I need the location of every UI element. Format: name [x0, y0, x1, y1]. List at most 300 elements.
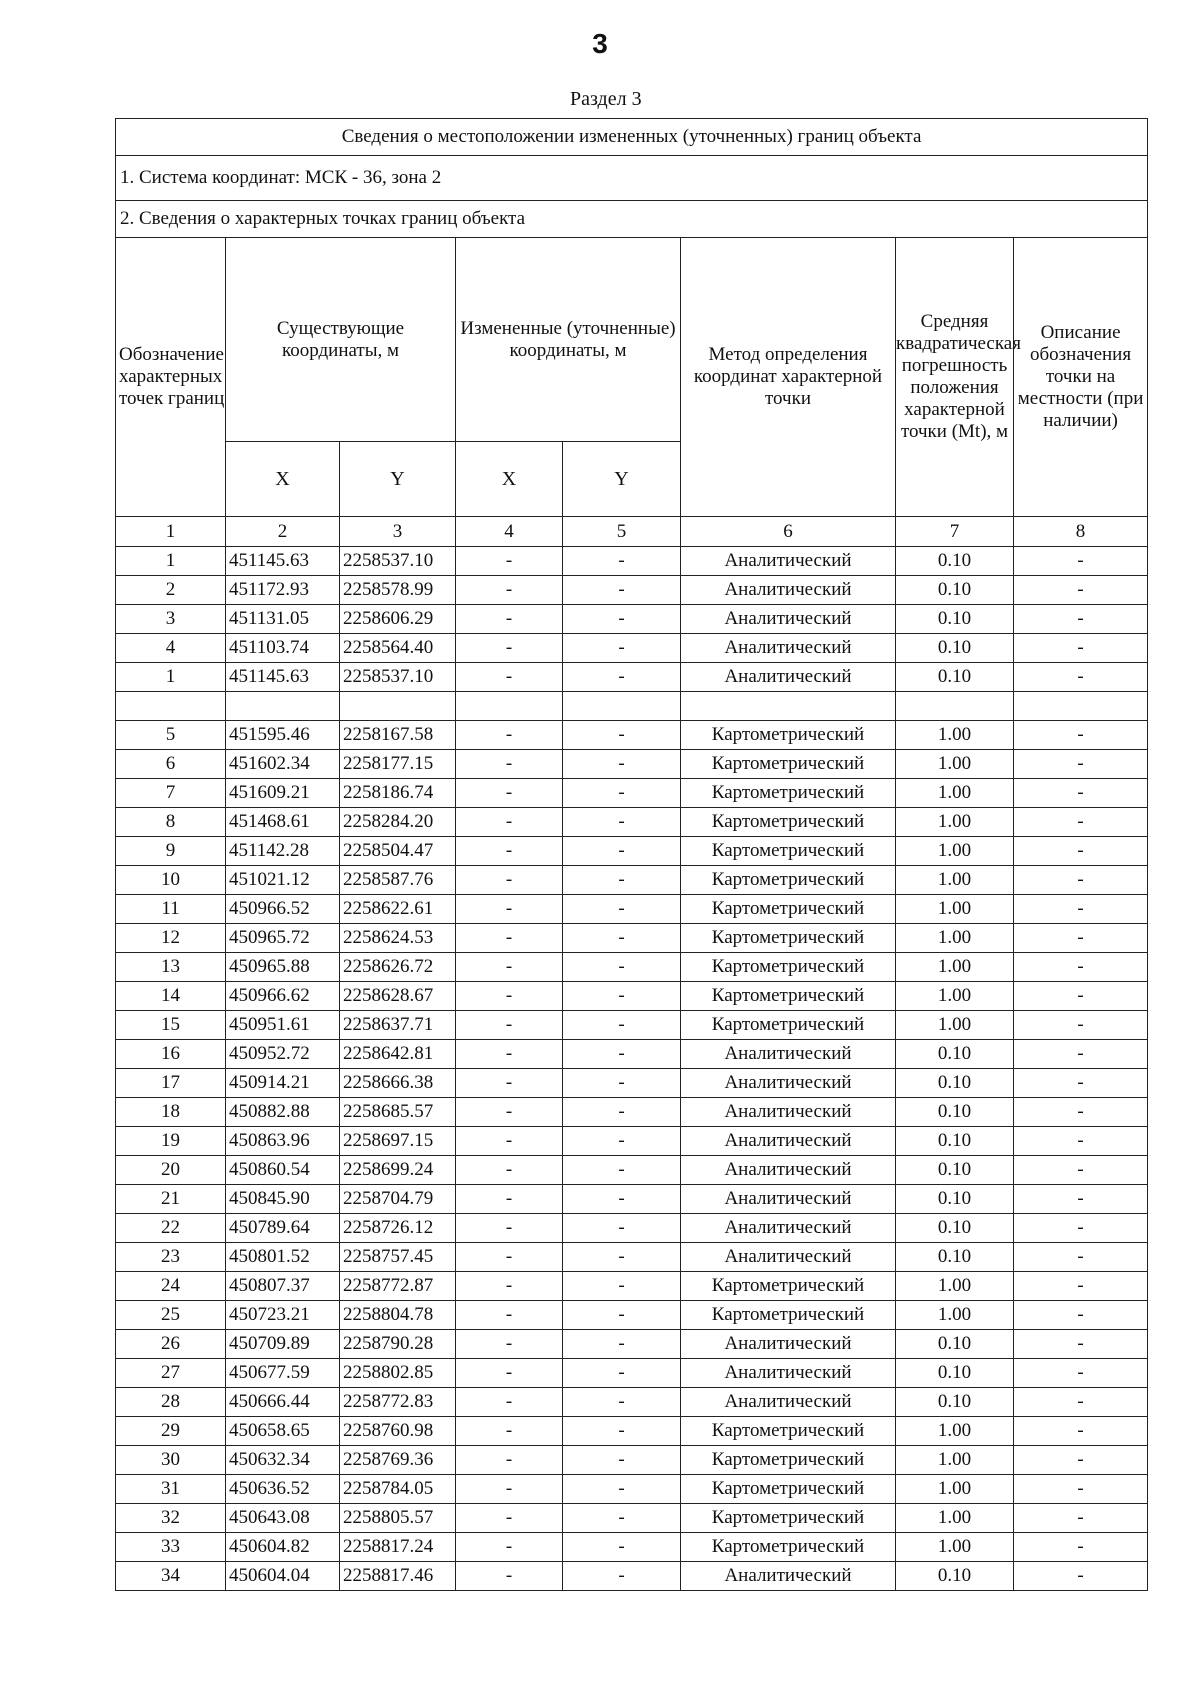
cell-changed-x: -	[456, 1243, 563, 1272]
cell-method: Картометрический	[681, 1272, 896, 1301]
cell-description: -	[1014, 1330, 1148, 1359]
cell-error-mt: 0.10	[896, 1185, 1014, 1214]
cell-method: Картометрический	[681, 895, 896, 924]
cell-point-id: 30	[116, 1446, 226, 1475]
cell-changed-x: -	[456, 605, 563, 634]
cell-existing-x: 450965.72	[226, 924, 340, 953]
table-row	[116, 1475, 1148, 1504]
table-row	[116, 1562, 1148, 1591]
cell-description: -	[1014, 1475, 1148, 1504]
cell-point-id: 34	[116, 1562, 226, 1591]
cell-changed-x: -	[456, 1185, 563, 1214]
cell-point-id: 4	[116, 634, 226, 663]
cell-description: -	[1014, 1156, 1148, 1185]
cell-error-mt	[896, 692, 1014, 721]
cell-changed-y: -	[563, 1562, 681, 1591]
cell-existing-x: 450952.72	[226, 1040, 340, 1069]
table-row	[116, 692, 1148, 721]
cell-point-id: 6	[116, 750, 226, 779]
cell-error-mt: 1.00	[896, 1504, 1014, 1533]
cell-description: -	[1014, 895, 1148, 924]
cell-changed-y: -	[563, 1475, 681, 1504]
cell-description: -	[1014, 605, 1148, 634]
column-number: 6	[681, 517, 896, 547]
cell-changed-x: -	[456, 1475, 563, 1504]
cell-method: Картометрический	[681, 808, 896, 837]
cell-existing-y: 2258772.87	[340, 1272, 456, 1301]
cell-method: Аналитический	[681, 663, 896, 692]
cell-changed-x: -	[456, 953, 563, 982]
cell-changed-y: -	[563, 1243, 681, 1272]
cell-error-mt: 0.10	[896, 1330, 1014, 1359]
cell-description: -	[1014, 1243, 1148, 1272]
table-row	[116, 1214, 1148, 1243]
table-row	[116, 1156, 1148, 1185]
cell-description: -	[1014, 576, 1148, 605]
cell-point-id: 9	[116, 837, 226, 866]
cell-description	[1014, 692, 1148, 721]
cell-error-mt: 1.00	[896, 808, 1014, 837]
table-row	[116, 576, 1148, 605]
cell-point-id: 32	[116, 1504, 226, 1533]
cell-existing-x: 451131.05	[226, 605, 340, 634]
cell-description: -	[1014, 1562, 1148, 1591]
cell-method: Аналитический	[681, 1040, 896, 1069]
cell-description: -	[1014, 1359, 1148, 1388]
cell-changed-x: -	[456, 1446, 563, 1475]
cell-description: -	[1014, 982, 1148, 1011]
cell-existing-y: 2258697.15	[340, 1127, 456, 1156]
cell-method: Аналитический	[681, 1330, 896, 1359]
cell-description: -	[1014, 663, 1148, 692]
cell-method: Аналитический	[681, 1156, 896, 1185]
cell-description: -	[1014, 634, 1148, 663]
cell-changed-y: -	[563, 895, 681, 924]
section-label: Раздел 3	[570, 88, 642, 110]
cell-existing-x: 450863.96	[226, 1127, 340, 1156]
cell-changed-x: -	[456, 837, 563, 866]
cell-changed-y: -	[563, 1533, 681, 1562]
cell-changed-x: -	[456, 1127, 563, 1156]
cell-changed-y: -	[563, 1388, 681, 1417]
cell-existing-y: 2258587.76	[340, 866, 456, 895]
cell-description: -	[1014, 1214, 1148, 1243]
cell-error-mt: 0.10	[896, 605, 1014, 634]
table-row	[116, 1533, 1148, 1562]
header-existing-coordinates: Существующие координаты, м	[226, 238, 456, 442]
cell-changed-x: -	[456, 1301, 563, 1330]
cell-existing-y: 2258578.99	[340, 576, 456, 605]
table-row	[116, 605, 1148, 634]
cell-point-id: 29	[116, 1417, 226, 1446]
cell-existing-y: 2258537.10	[340, 547, 456, 576]
cell-changed-y: -	[563, 1040, 681, 1069]
cell-point-id: 17	[116, 1069, 226, 1098]
cell-changed-x: -	[456, 1388, 563, 1417]
cell-description: -	[1014, 779, 1148, 808]
cell-existing-y: 2258177.15	[340, 750, 456, 779]
table-row	[116, 1185, 1148, 1214]
cell-description: -	[1014, 1098, 1148, 1127]
cell-existing-y: 2258628.67	[340, 982, 456, 1011]
cell-error-mt: 0.10	[896, 1156, 1014, 1185]
column-number: 4	[456, 517, 563, 547]
cell-description: -	[1014, 866, 1148, 895]
cell-existing-x: 450604.82	[226, 1533, 340, 1562]
cell-existing-x: 450604.04	[226, 1562, 340, 1591]
cell-error-mt: 0.10	[896, 1069, 1014, 1098]
cell-method: Картометрический	[681, 721, 896, 750]
cell-point-id: 3	[116, 605, 226, 634]
cell-existing-y: 2258802.85	[340, 1359, 456, 1388]
cell-point-id: 28	[116, 1388, 226, 1417]
cell-existing-y: 2258284.20	[340, 808, 456, 837]
cell-point-id: 1	[116, 663, 226, 692]
cell-point-id: 5	[116, 721, 226, 750]
cell-point-id: 15	[116, 1011, 226, 1040]
cell-changed-y: -	[563, 1272, 681, 1301]
cell-existing-x: 450966.52	[226, 895, 340, 924]
cell-changed-y: -	[563, 1504, 681, 1533]
cell-changed-y: -	[563, 1417, 681, 1446]
cell-changed-y: -	[563, 1359, 681, 1388]
cell-changed-y: -	[563, 1069, 681, 1098]
cell-existing-x: 451172.93	[226, 576, 340, 605]
cell-point-id: 24	[116, 1272, 226, 1301]
cell-changed-y: -	[563, 837, 681, 866]
cell-changed-x: -	[456, 1214, 563, 1243]
cell-point-id: 20	[116, 1156, 226, 1185]
cell-existing-x: 450677.59	[226, 1359, 340, 1388]
cell-method: Аналитический	[681, 1098, 896, 1127]
cell-point-id: 1	[116, 547, 226, 576]
cell-existing-x: 450801.52	[226, 1243, 340, 1272]
table-row	[116, 1127, 1148, 1156]
cell-point-id: 7	[116, 779, 226, 808]
cell-method: Картометрический	[681, 866, 896, 895]
cell-changed-x: -	[456, 1069, 563, 1098]
cell-description: -	[1014, 1040, 1148, 1069]
cell-changed-x: -	[456, 1533, 563, 1562]
table-row	[116, 866, 1148, 895]
cell-changed-x: -	[456, 1156, 563, 1185]
table-row	[116, 721, 1148, 750]
cell-description: -	[1014, 1272, 1148, 1301]
cell-changed-x: -	[456, 1098, 563, 1127]
header-method: Метод определения координат характерной точки	[681, 238, 896, 517]
cell-description: -	[1014, 1301, 1148, 1330]
table-row	[116, 1243, 1148, 1272]
table-row	[116, 895, 1148, 924]
cell-method: Аналитический	[681, 1214, 896, 1243]
cell-method: Картометрический	[681, 1475, 896, 1504]
header-description: Описание обозначения точки на местности (при наличии)	[1014, 238, 1148, 517]
table-row	[116, 1330, 1148, 1359]
cell-error-mt: 1.00	[896, 750, 1014, 779]
cell-method: Картометрический	[681, 837, 896, 866]
header-changed-x: X	[456, 442, 563, 517]
cell-changed-y: -	[563, 721, 681, 750]
cell-existing-y: 2258167.58	[340, 721, 456, 750]
cell-existing-y: 2258784.05	[340, 1475, 456, 1504]
cell-description: -	[1014, 1185, 1148, 1214]
cell-existing-y: 2258606.29	[340, 605, 456, 634]
cell-point-id: 21	[116, 1185, 226, 1214]
header-designation: Обозначение характерных точек границ	[116, 238, 226, 517]
cell-existing-y	[340, 692, 456, 721]
cell-existing-x: 450845.90	[226, 1185, 340, 1214]
cell-method: Картометрический	[681, 779, 896, 808]
cell-changed-y: -	[563, 663, 681, 692]
cell-changed-x: -	[456, 1040, 563, 1069]
cell-existing-y: 2258790.28	[340, 1330, 456, 1359]
table-row	[116, 1272, 1148, 1301]
cell-description: -	[1014, 837, 1148, 866]
cell-error-mt: 0.10	[896, 1243, 1014, 1272]
cell-existing-y: 2258772.83	[340, 1388, 456, 1417]
cell-changed-y: -	[563, 750, 681, 779]
cell-point-id: 2	[116, 576, 226, 605]
cell-existing-x: 450882.88	[226, 1098, 340, 1127]
cell-existing-y: 2258769.36	[340, 1446, 456, 1475]
cell-existing-y: 2258817.24	[340, 1533, 456, 1562]
cell-existing-x: 450643.08	[226, 1504, 340, 1533]
cell-error-mt: 1.00	[896, 1475, 1014, 1504]
cell-description: -	[1014, 1388, 1148, 1417]
cell-error-mt: 0.10	[896, 1127, 1014, 1156]
cell-point-id: 27	[116, 1359, 226, 1388]
cell-existing-y: 2258642.81	[340, 1040, 456, 1069]
cell-existing-x: 450951.61	[226, 1011, 340, 1040]
cell-error-mt: 1.00	[896, 895, 1014, 924]
cell-existing-x: 451602.34	[226, 750, 340, 779]
cell-error-mt: 0.10	[896, 1040, 1014, 1069]
cell-method: Картометрический	[681, 953, 896, 982]
cell-method: Картометрический	[681, 1417, 896, 1446]
cell-changed-x: -	[456, 1504, 563, 1533]
cell-description: -	[1014, 953, 1148, 982]
cell-error-mt: 0.10	[896, 547, 1014, 576]
table-row	[116, 1417, 1148, 1446]
cell-existing-x: 450632.34	[226, 1446, 340, 1475]
cell-existing-y: 2258624.53	[340, 924, 456, 953]
cell-changed-x: -	[456, 547, 563, 576]
cell-method: Аналитический	[681, 547, 896, 576]
cell-method: Картометрический	[681, 982, 896, 1011]
cell-method: Картометрический	[681, 1504, 896, 1533]
cell-error-mt: 1.00	[896, 779, 1014, 808]
column-number: 7	[896, 517, 1014, 547]
cell-changed-x: -	[456, 1272, 563, 1301]
cell-description: -	[1014, 547, 1148, 576]
table-row	[116, 750, 1148, 779]
cell-point-id: 25	[116, 1301, 226, 1330]
cell-changed-x: -	[456, 895, 563, 924]
cell-error-mt: 1.00	[896, 982, 1014, 1011]
table-row	[116, 1040, 1148, 1069]
cell-description: -	[1014, 1127, 1148, 1156]
cell-changed-x: -	[456, 1330, 563, 1359]
cell-point-id: 10	[116, 866, 226, 895]
cell-method: Аналитический	[681, 634, 896, 663]
cell-existing-y: 2258685.57	[340, 1098, 456, 1127]
cell-method: Аналитический	[681, 1359, 896, 1388]
cell-changed-y: -	[563, 924, 681, 953]
cell-method: Картометрический	[681, 1533, 896, 1562]
table-row	[116, 1069, 1148, 1098]
cell-existing-x: 451142.28	[226, 837, 340, 866]
table-row	[116, 982, 1148, 1011]
cell-changed-y: -	[563, 1214, 681, 1243]
cell-point-id: 8	[116, 808, 226, 837]
cell-point-id: 13	[116, 953, 226, 982]
cell-existing-y: 2258504.47	[340, 837, 456, 866]
cell-error-mt: 1.00	[896, 1446, 1014, 1475]
header-existing-y: Y	[340, 442, 456, 517]
cell-changed-x: -	[456, 982, 563, 1011]
cell-changed-y: -	[563, 1301, 681, 1330]
cell-error-mt: 0.10	[896, 663, 1014, 692]
cell-existing-x: 450807.37	[226, 1272, 340, 1301]
cell-changed-x: -	[456, 721, 563, 750]
column-number: 1	[116, 517, 226, 547]
cell-existing-y: 2258804.78	[340, 1301, 456, 1330]
cell-changed-x: -	[456, 808, 563, 837]
cell-error-mt: 1.00	[896, 866, 1014, 895]
cell-existing-y: 2258704.79	[340, 1185, 456, 1214]
cell-existing-y: 2258537.10	[340, 663, 456, 692]
cell-method: Аналитический	[681, 1562, 896, 1591]
cell-error-mt: 0.10	[896, 1562, 1014, 1591]
cell-changed-y: -	[563, 1185, 681, 1214]
cell-error-mt: 0.10	[896, 1098, 1014, 1127]
cell-error-mt: 1.00	[896, 1011, 1014, 1040]
cell-point-id: 18	[116, 1098, 226, 1127]
cell-changed-y: -	[563, 576, 681, 605]
cell-existing-x: 450914.21	[226, 1069, 340, 1098]
cell-point-id: 31	[116, 1475, 226, 1504]
cell-changed-y: -	[563, 1098, 681, 1127]
cell-error-mt: 0.10	[896, 634, 1014, 663]
table-row	[116, 1504, 1148, 1533]
cell-existing-x: 450789.64	[226, 1214, 340, 1243]
cell-changed-y: -	[563, 1446, 681, 1475]
cell-changed-x: -	[456, 576, 563, 605]
table-row	[116, 1359, 1148, 1388]
cell-error-mt: 0.10	[896, 576, 1014, 605]
cell-changed-y: -	[563, 982, 681, 1011]
cell-existing-y: 2258757.45	[340, 1243, 456, 1272]
table-row	[116, 1011, 1148, 1040]
cell-existing-x: 450965.88	[226, 953, 340, 982]
cell-existing-x: 450658.65	[226, 1417, 340, 1446]
cell-point-id	[116, 692, 226, 721]
cell-existing-x: 451103.74	[226, 634, 340, 663]
cell-changed-y: -	[563, 1330, 681, 1359]
cell-point-id: 19	[116, 1127, 226, 1156]
cell-point-id: 33	[116, 1533, 226, 1562]
cell-existing-x: 450636.52	[226, 1475, 340, 1504]
cell-method: Аналитический	[681, 1185, 896, 1214]
table-row	[116, 808, 1148, 837]
cell-error-mt: 1.00	[896, 953, 1014, 982]
cell-point-id: 16	[116, 1040, 226, 1069]
cell-description: -	[1014, 1417, 1148, 1446]
cell-error-mt: 0.10	[896, 1214, 1014, 1243]
column-number: 2	[226, 517, 340, 547]
cell-existing-y: 2258805.57	[340, 1504, 456, 1533]
cell-error-mt: 1.00	[896, 1272, 1014, 1301]
table-row	[116, 1446, 1148, 1475]
cell-method	[681, 692, 896, 721]
column-number: 3	[340, 517, 456, 547]
cell-existing-x: 451145.63	[226, 663, 340, 692]
cell-changed-x: -	[456, 866, 563, 895]
coordinate-system: 1. Система координат: МСК - 36, зона 2	[116, 156, 1148, 201]
cell-existing-x: 450860.54	[226, 1156, 340, 1185]
table-row	[116, 1301, 1148, 1330]
cell-changed-y: -	[563, 1011, 681, 1040]
cell-changed-x: -	[456, 924, 563, 953]
cell-error-mt: 0.10	[896, 1359, 1014, 1388]
column-number: 8	[1014, 517, 1148, 547]
cell-description: -	[1014, 1069, 1148, 1098]
cell-error-mt: 1.00	[896, 1417, 1014, 1446]
header-changed-y: Y	[563, 442, 681, 517]
cell-point-id: 26	[116, 1330, 226, 1359]
cell-method: Аналитический	[681, 1388, 896, 1417]
cell-description: -	[1014, 1011, 1148, 1040]
header-error: Средняя квадратическая погрешность положения характерной точки (Mt), м	[896, 238, 1014, 517]
cell-existing-y: 2258564.40	[340, 634, 456, 663]
cell-existing-y: 2258760.98	[340, 1417, 456, 1446]
cell-existing-y: 2258817.46	[340, 1562, 456, 1591]
cell-changed-x: -	[456, 1359, 563, 1388]
table-row	[116, 924, 1148, 953]
table-row	[116, 1098, 1148, 1127]
boundary-points-table	[115, 118, 1148, 1591]
cell-method: Аналитический	[681, 1127, 896, 1156]
cell-method: Картометрический	[681, 1446, 896, 1475]
cell-changed-y: -	[563, 634, 681, 663]
table-row	[116, 663, 1148, 692]
cell-existing-x: 450666.44	[226, 1388, 340, 1417]
cell-changed-x: -	[456, 1562, 563, 1591]
cell-changed-y: -	[563, 779, 681, 808]
cell-method: Картометрический	[681, 750, 896, 779]
cell-method: Аналитический	[681, 1069, 896, 1098]
cell-error-mt: 1.00	[896, 924, 1014, 953]
cell-description: -	[1014, 1533, 1148, 1562]
cell-method: Картометрический	[681, 1011, 896, 1040]
cell-changed-x: -	[456, 750, 563, 779]
cell-method: Картометрический	[681, 1301, 896, 1330]
cell-existing-x	[226, 692, 340, 721]
cell-description: -	[1014, 808, 1148, 837]
cell-existing-y: 2258666.38	[340, 1069, 456, 1098]
cell-existing-y: 2258699.24	[340, 1156, 456, 1185]
cell-error-mt: 0.10	[896, 1388, 1014, 1417]
cell-method: Аналитический	[681, 576, 896, 605]
cell-error-mt: 1.00	[896, 1301, 1014, 1330]
column-number: 5	[563, 517, 681, 547]
page-number: 3	[592, 28, 608, 59]
cell-changed-x: -	[456, 1417, 563, 1446]
cell-existing-x: 451595.46	[226, 721, 340, 750]
cell-changed-y: -	[563, 1156, 681, 1185]
cell-existing-y: 2258622.61	[340, 895, 456, 924]
cell-error-mt: 1.00	[896, 1533, 1014, 1562]
